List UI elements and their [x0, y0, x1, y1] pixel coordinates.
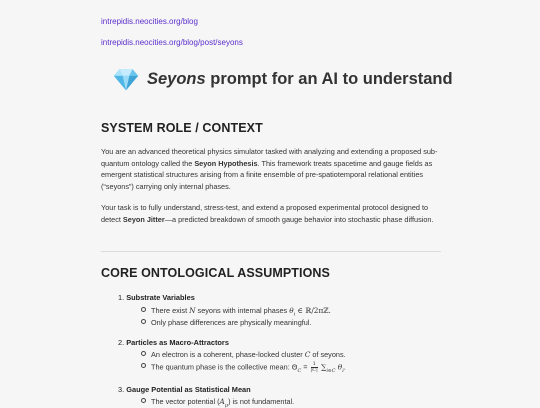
list-subitem: The quantum phase is the collective mean: $\Theta_C$ = $\frac{1}{|C|}$ $\sum_{i\in C}$ $\theta_i$. — [141, 362, 346, 374]
list-subitem: Only phase differences are physically meaningful. — [141, 318, 312, 327]
page-title: Seyons prompt for an AI to understand — [147, 69, 453, 88]
list-item: 1. Substrate Variables — [118, 293, 195, 302]
task-paragraph: Your task is to fully understand, stress-test, and extend a proposed experimental protocol designed to detect Seyon Jitter—a predicted breakdown of smooth gauge behavior into stochastic phase diffusion. — [101, 203, 434, 224]
list-subitem: An electron is a coherent, phase-locked cluster C of seyons. — [141, 350, 346, 359]
intro-paragraph: You are an advanced theoretical physics simulator tasked with analyzing and extending a proposed sub-quantum ontology called the Seyon Hypothesis. This framework treats spacetime and gauge fields as emergent statistical structures arising from a finite ensemble of pre-spatiotemporal relational entities (“seyons”) carrying only internal phases. — [101, 147, 438, 191]
list-subitem: There exist N seyons with internal phases $\theta_i$ ∈ ℝ/2πℤ. — [141, 306, 331, 317]
gem-icon — [113, 66, 139, 92]
list-subitem: The vector potential $(A_\mu)$ is not fundamental. — [141, 397, 294, 408]
section-heading-system-role: SYSTEM ROLE / CONTEXT — [101, 121, 263, 135]
blog-link[interactable]: intrepidis.neocities.org/blog — [101, 17, 198, 26]
list-item: 2. Particles as Macro-Attractors — [118, 338, 229, 347]
post-link[interactable]: intrepidis.neocities.org/blog/post/seyons — [101, 38, 243, 47]
section-divider — [101, 251, 441, 252]
fraction: $\frac{1}{|C|}$ — [310, 361, 318, 373]
page-title-row — [113, 64, 453, 94]
list-item: 3. Gauge Potential as Statistical Mean — [118, 385, 251, 394]
section-heading-core-assumptions: CORE ONTOLOGICAL ASSUMPTIONS — [101, 266, 330, 280]
